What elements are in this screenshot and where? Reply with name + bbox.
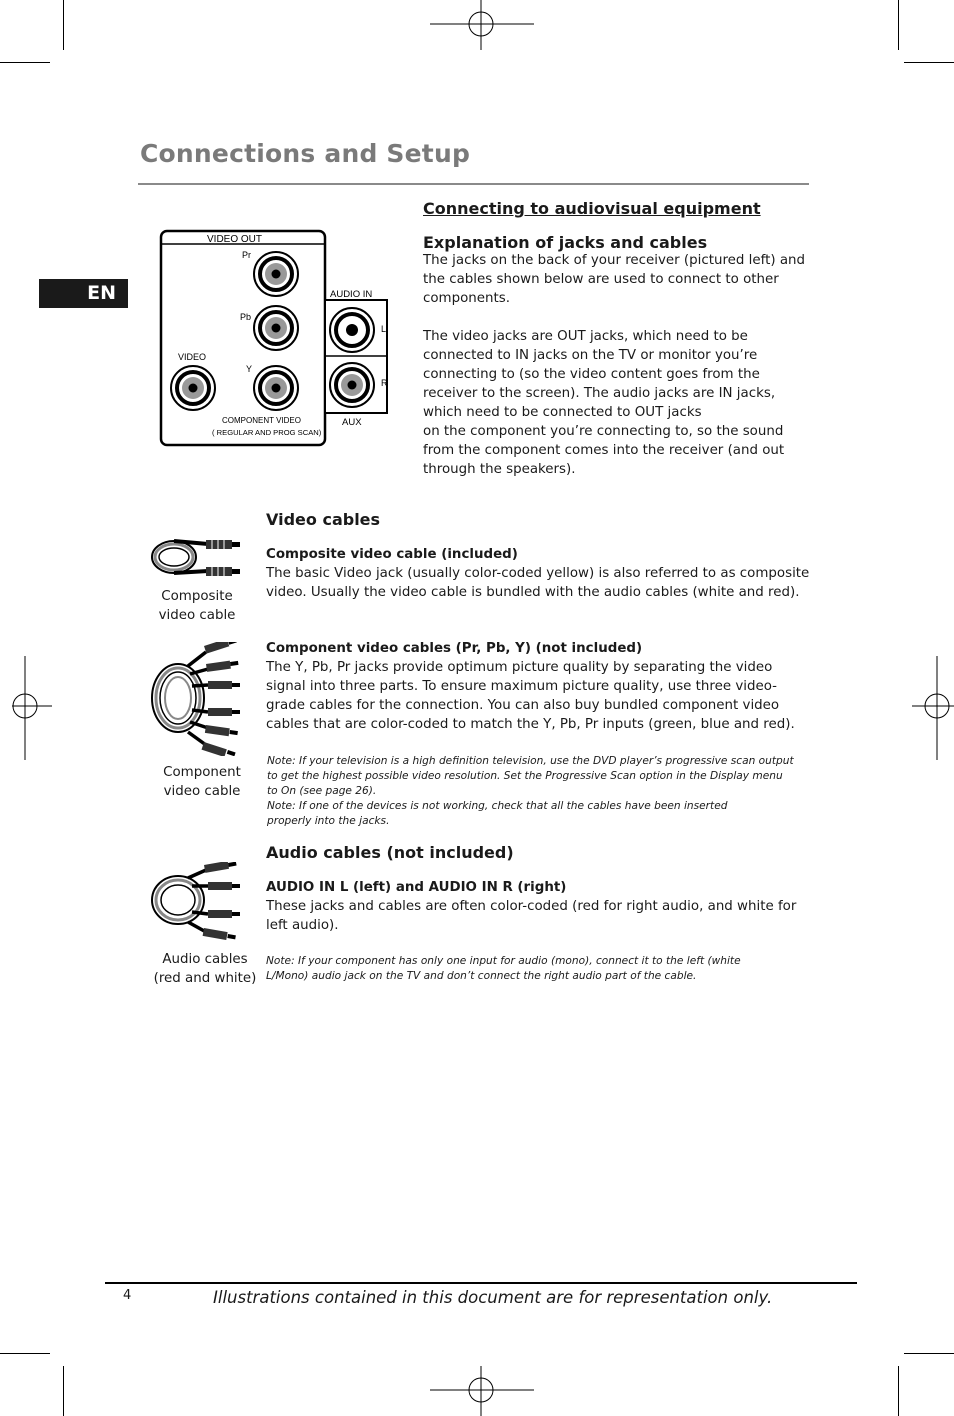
composite-subheading: Composite video cable (included) — [266, 547, 518, 562]
composite-cable-caption: Composite video cable — [158, 589, 236, 623]
component-subheading: Component video cables (Pr, Pb, Y) (not included) — [266, 641, 643, 656]
video-cables-heading: Video cables — [266, 510, 381, 529]
audio-text: These jacks and cables are often color-coded (red for right audio, and white for left audio). — [266, 899, 797, 933]
audio-cables-heading: Audio cables (not included) — [266, 843, 514, 862]
audio-r-jack-icon — [330, 363, 374, 407]
audio-cable-caption: Audio cables (red and white) — [153, 952, 257, 986]
registration-mark-right-icon — [912, 656, 954, 760]
r-label: R — [381, 378, 388, 388]
audio-l-jack-icon — [330, 308, 374, 352]
l-label: L — [381, 324, 387, 334]
composite-cable-icon — [148, 535, 243, 581]
registration-mark-top-icon — [430, 0, 534, 50]
video-label: VIDEO — [178, 352, 207, 362]
footer-divider — [105, 1282, 857, 1284]
registration-mark-left-icon — [12, 656, 52, 760]
component-note: Note: If your television is a high definition television, use the DVD player’s progressive scan output to get the highest possible video resolution. Set the Progressive Scan option in the Display menu to On (see page 26). Note: If one of the devices is not working, check that all the cables have been inserted properly into the jacks. — [267, 755, 794, 827]
audio-subheading: AUDIO IN L (left) and AUDIO IN R (right) — [266, 880, 567, 895]
y-jack-icon — [254, 366, 298, 410]
composite-text: The basic Video jack (usually color-coded yellow) is also referred to as composite video. Usually the video cable is bundled with the audio cables (white and red). — [266, 566, 810, 600]
audio-in-label: AUDIO IN — [330, 289, 373, 300]
footer-disclaimer: Illustrations contained in this document are for representation only. — [213, 1288, 773, 1307]
title-divider — [138, 183, 809, 185]
component-video-label: COMPONENT VIDEO — [222, 416, 301, 425]
video-out-label: VIDEO OUT — [207, 234, 263, 245]
aux-label: AUX — [342, 417, 362, 428]
intro-paragraph-2: The video jacks are OUT jacks, which need to be connected to IN jacks on the TV or monitor you’re connecting to (so the video content goes from the receiver to the screen). The audio jacks are IN jacks, which need to be connected to OUT jacks on the component you’re connecting to, so the sound from the component comes into the receiver (and out through the speakers). — [423, 329, 785, 477]
audio-note: Note: If your component has only one input for audio (mono), connect it to the left (white L/Mono) audio jack on the TV and don’t connect the right audio part of the cable. — [266, 955, 741, 982]
component-cable-icon — [148, 642, 243, 756]
pr-label: Pr — [242, 250, 251, 260]
audio-cable-icon — [148, 862, 243, 940]
intro-paragraph-1: The jacks on the back of your receiver (pictured left) and the cables shown below are used to connect to other components. — [423, 253, 806, 306]
receiver-jack-panel-illustration — [158, 228, 392, 450]
component-cable-caption: Component video cable — [163, 765, 241, 799]
page-title: Connections and Setup — [140, 139, 471, 168]
page-number: 4 — [123, 1288, 132, 1303]
language-tab: EN — [39, 279, 128, 308]
pb-jack-icon — [254, 306, 298, 350]
pr-jack-icon — [254, 252, 298, 296]
pb-label: Pb — [240, 312, 252, 322]
component-video-scan-label: ( REGULAR AND PROG SCAN) — [212, 428, 322, 437]
component-text: The Y, Pb, Pr jacks provide optimum picture quality by separating the video signal into three parts. To ensure maximum picture quality, use three video- grade cables for the connection. You can also buy bundled component video cables that are color-coded to match the Y, Pb, Pr inputs (green, blue and red). — [266, 660, 795, 732]
section-title: Connecting to audiovisual equipment — [423, 199, 761, 218]
y-label: Y — [246, 364, 253, 374]
video-jack-icon — [171, 366, 215, 410]
registration-mark-bottom-icon — [430, 1366, 534, 1416]
subsection-title: Explanation of jacks and cables — [423, 233, 708, 252]
